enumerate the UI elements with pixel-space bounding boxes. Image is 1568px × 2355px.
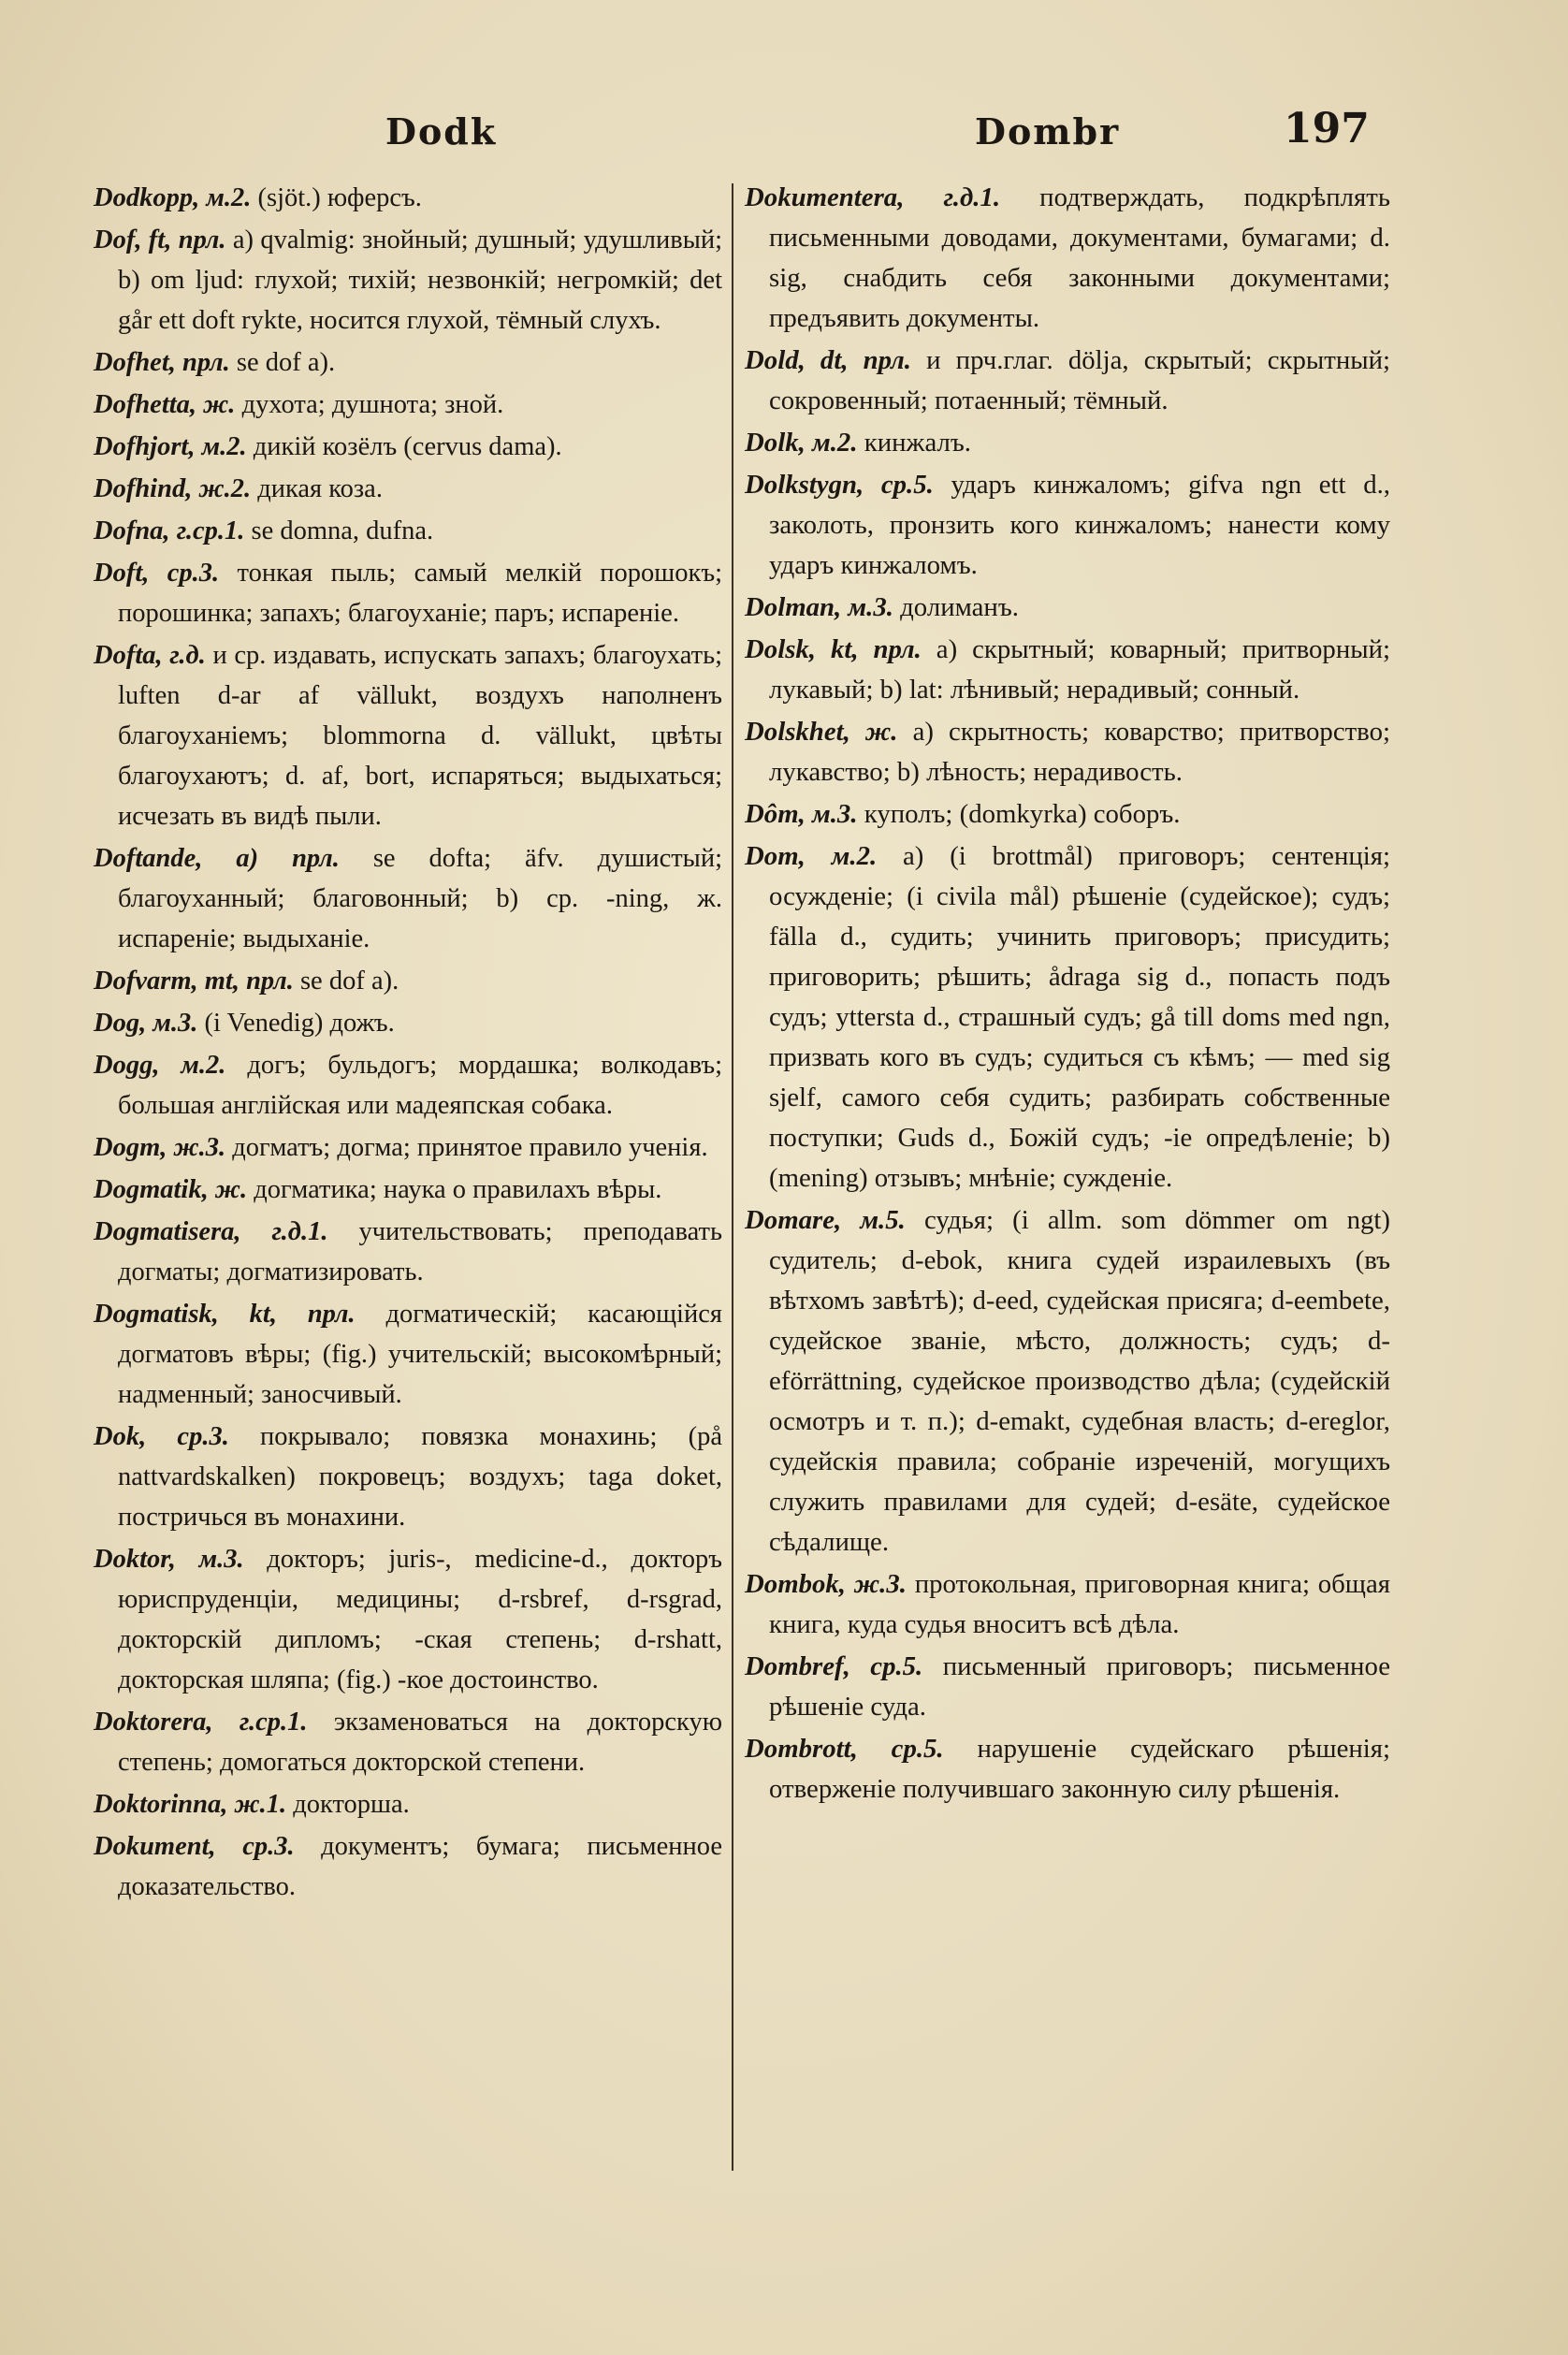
entry-headword: Dôm,	[745, 799, 806, 829]
entry-definition: докторша.	[293, 1790, 410, 1819]
entry-headword: Dofvarm, mt,	[94, 967, 240, 996]
entry-grammar: ж.3.	[853, 1569, 907, 1599]
dictionary-entry	[745, 794, 1390, 835]
entry-definition: дикая коза.	[257, 474, 383, 503]
dictionary-entry	[94, 1784, 722, 1824]
entry-grammar: г.д.1.	[271, 1217, 328, 1246]
entry-grammar: ж.1.	[234, 1790, 287, 1819]
entry-headword: Dogg,	[94, 1051, 160, 1080]
dictionary-entry	[94, 1294, 722, 1415]
entry-definition: письменный приговоръ; письменное рѣшеніе суда.	[769, 1651, 1390, 1722]
entry-headword: Dogmatisera,	[94, 1217, 241, 1246]
entry-headword: Dolman,	[745, 592, 842, 622]
dictionary-entry	[94, 635, 722, 836]
entry-headword: Doktorinna,	[94, 1790, 228, 1819]
entry-headword: Dofhetta,	[94, 390, 197, 419]
entry-headword: Doktorera,	[94, 1708, 213, 1737]
dictionary-entry	[745, 588, 1390, 628]
entry-definition: a) скрытность; коварство; притворство; лукавство; b) лѣность; нерадивость.	[769, 717, 1390, 787]
entry-definition: протокольная, приговорная книга; общая книга, куда судья вноситъ всѣ дѣла.	[769, 1569, 1390, 1639]
entry-definition: духота; душнота; зной.	[241, 390, 504, 419]
dictionary-entry	[94, 1003, 722, 1043]
entry-definition: экзаменоваться на докторскую степень; домогаться докторской степени.	[118, 1708, 723, 1777]
entry-headword: Dodkopp,	[94, 183, 200, 212]
entry-headword: Doftande,	[94, 844, 203, 873]
dictionary-entry	[94, 220, 722, 341]
entry-definition: документъ; бумага; письменное доказательство.	[118, 1832, 722, 1901]
dictionary-entry	[94, 427, 722, 467]
entry-headword: Dold, dt,	[745, 345, 849, 375]
entry-headword: Dok,	[94, 1422, 147, 1451]
entry-headword: Dofhet,	[94, 348, 176, 377]
entry-definition: судья; (i allm. som dömmer om ngt) судитель; d-ebok, книга судей израилевыхъ (въ вѣтхомъ завѣтѣ); d-eed, судейская присяга; d-eembete, судейское званіе, мѣсто, должность; судъ; d-eförrättning, судейское производство дѣла; (судейскій осмотръ и т. п.); d-emakt, судебная власть; d-ereglor, судейскія правила; собраніе изреченій, могущихъ служить правилами для судей; d-esäte, судейское сѣдалище.	[769, 1205, 1390, 1557]
entry-headword: Dombrott,	[745, 1734, 858, 1764]
entry-definition: учительствовать; преподавать догматы; догматизировать.	[118, 1217, 722, 1287]
entry-grammar: г.ср.1.	[239, 1708, 308, 1737]
entry-grammar: г.ср.1.	[176, 516, 245, 545]
entry-definition: кинжалъ.	[864, 428, 971, 458]
column-divider	[732, 183, 733, 2171]
entry-definition: se dof a).	[299, 967, 399, 996]
dictionary-entry	[745, 1200, 1390, 1563]
entry-headword: Dombref,	[745, 1651, 850, 1681]
entry-grammar: ж.	[864, 717, 898, 747]
entry-grammar: г.д.	[169, 641, 206, 670]
dictionary-entry	[94, 1127, 722, 1168]
entry-grammar: ср.3.	[177, 1422, 229, 1451]
entry-headword: Dom,	[745, 841, 806, 871]
dictionary-entry	[745, 1729, 1390, 1810]
entry-headword: Dof, ft,	[94, 225, 172, 254]
entry-grammar: ср.5.	[870, 1651, 923, 1681]
entry-definition: a) скрытный; коварный; притворный; лукавый; b) lat: лѣнивый; нерадивый; сонный.	[769, 634, 1390, 705]
entry-grammar: м.2.	[181, 1051, 226, 1080]
running-head-left: Dodk	[385, 110, 498, 153]
entry-headword: Dombok,	[745, 1569, 846, 1599]
entry-definition: дикій козёлъ (cervus dama).	[253, 432, 562, 461]
entry-grammar: м.5.	[860, 1205, 906, 1235]
entry-definition: догматическій; касающійся догматовъ вѣры; (fig.) учительскій; высокомѣрный; надменный; заносчивый.	[118, 1300, 722, 1409]
entry-grammar: м.2.	[201, 432, 247, 461]
dictionary-entry	[94, 1170, 722, 1210]
dictionary-entry	[745, 630, 1390, 710]
entry-grammar: г.д.1.	[943, 182, 1001, 212]
page-number: 197	[1284, 105, 1370, 153]
entry-grammar: ж.	[203, 390, 236, 419]
entry-headword: Dofhind,	[94, 474, 193, 503]
entry-definition: догматъ; догма; принятое правило ученія.	[232, 1133, 708, 1162]
entry-grammar: прл.	[307, 1300, 356, 1329]
entry-grammar: ср.3.	[167, 559, 220, 588]
dictionary-entry	[94, 1826, 722, 1907]
entry-headword: Dogm,	[94, 1133, 167, 1162]
entry-headword: Dofta,	[94, 641, 163, 670]
dictionary-entry	[94, 1702, 722, 1782]
entry-definition: (i Venedig) дожъ.	[204, 1009, 395, 1038]
entry-definition: a) qvalmig: знойный; душный; удушливый; b) om ljud: глухой; тихій; незвонкій; негромкій; det går ett doft rykte, носится глухой, тёмный слухъ.	[118, 225, 723, 335]
entry-grammar: прл.	[178, 225, 226, 254]
entry-grammar: м.2.	[831, 841, 878, 871]
entry-grammar: ср.3.	[242, 1832, 295, 1861]
dictionary-entry	[745, 1564, 1390, 1645]
entry-definition: куполъ; (domkyrka) соборъ.	[864, 799, 1181, 829]
dictionary-entry	[745, 465, 1390, 586]
entry-headword: Doft,	[94, 559, 150, 588]
dictionary-entry	[94, 1045, 722, 1126]
entry-headword: Dogmatik,	[94, 1175, 209, 1204]
entry-definition: se dof a).	[236, 348, 336, 377]
entry-headword: Dolsk, kt,	[745, 634, 859, 664]
entry-definition: se dofta; äfv. душистый; благоуханный; благовонный; b) ср. -ning, ж. испареніе; выдыханіе.	[118, 844, 723, 953]
dictionary-entry	[94, 385, 722, 425]
entry-definition: догъ; бульдогъ; мордашка; волкодавъ; большая англійская или мадеяпская собака.	[118, 1051, 722, 1120]
dictionary-entry	[745, 836, 1390, 1199]
entry-headword: Dofhjort,	[94, 432, 196, 461]
running-head-right: Dombr	[975, 110, 1121, 153]
entry-headword: Dokument,	[94, 1832, 216, 1861]
entry-grammar: м.3.	[812, 799, 858, 829]
entry-definition: догматика; наука о правилахъ вѣры.	[254, 1175, 662, 1204]
entry-grammar: м.2.	[812, 428, 858, 458]
entry-definition: и прч.глаг. dölja, скрытый; скрытный; сокровенный; потаенный; тёмный.	[769, 345, 1391, 415]
entry-definition: тонкая пыль; самый мелкій порошокъ; порошинка; запахъ; благоуханіе; паръ; испареніе.	[118, 559, 723, 628]
dictionary-entry	[94, 1417, 722, 1537]
entry-grammar: прл.	[246, 967, 294, 996]
entry-headword: Dogmatisk, kt,	[94, 1300, 277, 1329]
entry-grammar: прл.	[182, 348, 230, 377]
dictionary-entry	[745, 1647, 1390, 1727]
entry-definition: долиманъ.	[900, 592, 1019, 622]
entry-grammar: a) прл.	[236, 844, 340, 873]
dictionary-entry	[94, 342, 722, 383]
entry-definition: и ср. издавать, испускать запахъ; благоухать; luften d-ar af vällukt, воздухъ наполненъ благоуханіемъ; blommorna d. vällukt, цвѣты благоухаютъ; d. af, bort, испаряться; выдыхаться; исчезать въ видѣ пыли.	[118, 641, 723, 831]
entry-definition: (sjöt.) юферсъ.	[257, 183, 422, 212]
dictionary-entry	[745, 178, 1390, 339]
entry-definition: a) (i brottmål) приговоръ; сентенція; осужденіе; (i civila mål) рѣшеніе (судейское); судъ; fälla d., судить; учинить приговоръ; присудить; приговорить; рѣшить; ådraga sig d., попасть подъ судъ; yttersta d., страшный судъ; gå till doms med ngn, призвать кого въ судъ; судиться съ кѣмъ; — med sig sjelf, самого себя судить; разбирать собственные поступки; Guds d., Божій судъ; -ie опредѣленіе; b) (mening) отзывъ; мнѣніе; сужденіе.	[769, 841, 1391, 1193]
dictionary-entry	[745, 423, 1390, 463]
entry-grammar: прл.	[863, 345, 911, 375]
entry-headword: Dofna,	[94, 516, 170, 545]
entry-grammar: м.3.	[198, 1545, 244, 1574]
dictionary-entry	[94, 178, 722, 218]
entry-headword: Dog,	[94, 1009, 147, 1038]
entry-headword: Domare,	[745, 1205, 842, 1235]
entry-grammar: прл.	[873, 634, 922, 664]
entry-definition: se domna, dufna.	[251, 516, 434, 545]
entry-definition: покрывало; повязка монахинь; (på nattvardskalken) покровецъ; воздухъ; taga doket, постричься въ монахини.	[118, 1422, 723, 1532]
dictionary-entry	[94, 961, 722, 1001]
entry-grammar: м.3.	[848, 592, 893, 622]
dictionary-entry	[94, 1539, 722, 1700]
entry-headword: Dokumentera,	[745, 182, 905, 212]
dictionary-entry	[94, 469, 722, 509]
left-column	[94, 178, 722, 1909]
entry-grammar: ж.3.	[173, 1133, 226, 1162]
dictionary-entry	[745, 341, 1390, 421]
entry-grammar: м.2.	[206, 183, 252, 212]
entry-headword: Dolk,	[745, 428, 806, 458]
entry-headword: Dolkstygn,	[745, 470, 864, 500]
entry-definition: докторъ; juris-, medicine-d., докторъ юриспруденціи, медицины; d-rsbref, d-rsgrad, докторскій дипломъ; -ская степень; d-rshatt, докторская шляпа; (fig.) -кое достоинство.	[118, 1545, 722, 1694]
dictionary-entry	[94, 511, 722, 551]
right-column	[745, 178, 1390, 1811]
dictionary-entry	[94, 553, 722, 633]
entry-headword: Doktor,	[94, 1545, 176, 1574]
dictionary-entry	[94, 1212, 722, 1292]
dictionary-entry	[745, 712, 1390, 792]
entry-headword: Dolskhet,	[745, 717, 850, 747]
entry-grammar: ср.5.	[891, 1734, 944, 1764]
entry-definition: нарушеніе судейскаго рѣшенія; отверженіе получившаго законную силу рѣшенія.	[769, 1734, 1391, 1804]
entry-definition: ударъ кинжаломъ; gifva ngn ett d., заколоть, пронзить кого кинжаломъ; нанести кому ударъ кинжаломъ.	[769, 470, 1390, 580]
entry-definition: подтверждать, подкрѣплять письменными доводами, документами, бумагами; d. sig, снабдить себя законными документами; предъявить документы.	[769, 182, 1390, 333]
entry-grammar: ж.	[214, 1175, 248, 1204]
dictionary-entry	[94, 838, 722, 959]
entry-grammar: м.3.	[152, 1009, 198, 1038]
entry-grammar: ж.2.	[198, 474, 252, 503]
entry-grammar: ср.5.	[880, 470, 934, 500]
